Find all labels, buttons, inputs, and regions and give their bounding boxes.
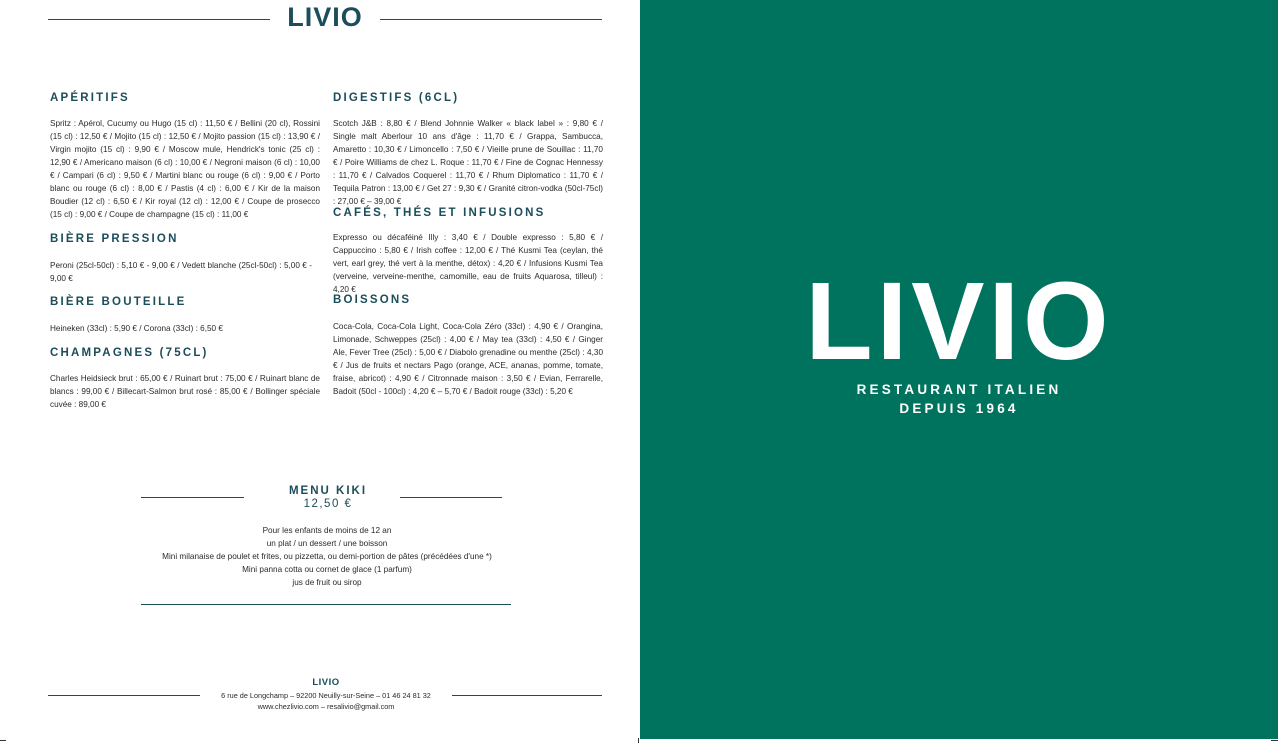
footer-website: www.chezlivio.com – resalivio@gmail.com xyxy=(257,702,395,711)
boissons-heading: BOISSONS xyxy=(333,294,412,306)
menu-kiki-price: 12,50 € xyxy=(303,498,353,510)
biere-pression-heading: BIÈRE PRESSION xyxy=(50,233,179,245)
title-rule-right xyxy=(380,19,602,20)
footer-address: 6 rue de Longchamp – 92200 Neuilly-sur-Seine – 01 46 24 81 32 xyxy=(221,691,431,700)
menu-page xyxy=(0,0,640,739)
footer-rule-left xyxy=(48,695,200,696)
title-rule-left xyxy=(48,19,270,20)
kiki-rule-bottom xyxy=(141,604,511,605)
kiki-rule-left xyxy=(141,497,244,498)
cover-since: DEPUIS 1964 xyxy=(899,401,1019,416)
biere-pression-text: Peroni (25cl-50cl) : 5,10 € - 9,00 € / Vedett blanche (25cl-50cl) : 5,00 € - 9,00 € xyxy=(50,261,312,283)
menu-kiki-title: MENU KIKI xyxy=(288,485,368,497)
crop-mark xyxy=(638,738,639,743)
cafes-heading: CAFÉS, THÉS ET INFUSIONS xyxy=(333,207,546,219)
kiki-rule-right xyxy=(400,497,502,498)
digestifs-heading: DIGESTIFS (6CL) xyxy=(333,92,460,104)
champagnes-heading: CHAMPAGNES (75CL) xyxy=(50,347,209,359)
champagnes-text: Charles Heidsieck brut : 65,00 € / Ruinart brut : 75,00 € / Ruinart blanc de blancs : 99,00 € / Billecart-Salmon brut rosé : 85,00 € / Bollinger spéciale cuvée : 89,00 € xyxy=(50,374,320,409)
kiki-line: jus de fruit ou sirop xyxy=(292,578,362,587)
biere-bouteille-heading: BIÈRE BOUTEILLE xyxy=(50,296,187,308)
cover-tagline: RESTAURANT ITALIEN xyxy=(856,382,1062,397)
crop-mark xyxy=(0,740,6,741)
page-bottom-margin xyxy=(0,739,1279,743)
menu-kiki-description xyxy=(110,524,544,589)
crop-mark xyxy=(1271,740,1278,741)
aperitifs-heading: APÉRITIFS xyxy=(50,92,130,104)
cover-logo: LIVIO xyxy=(805,260,1113,383)
page-title: LIVIO xyxy=(287,2,363,32)
biere-bouteille-text: Heineken (33cl) : 5,90 € / Corona (33cl) : 6,50 € xyxy=(50,324,223,333)
kiki-line: Mini milanaise de poulet et frites, ou pizzetta, ou demi-portion de pâtes (précédées d'une *) xyxy=(162,552,492,561)
footer-name: LIVIO xyxy=(312,677,340,688)
kiki-line: Mini panna cotta ou cornet de glace (1 parfum) xyxy=(242,565,412,574)
kiki-line: un plat / un dessert / une boisson xyxy=(266,539,388,548)
kiki-line: Pour les enfants de moins de 12 an xyxy=(262,526,392,535)
cafes-text: Expresso ou décaféiné Illy : 3,40 € / Double expresso : 5,80 € / Cappuccino : 5,80 € / Irish coffee : 12,00 € / Thé Kusmi Tea (ceylan, thé vert, earl grey, thé vert à la menthe, détox) : 4,20 € / Infusions Kusmi Tea (verveine, verveine-menthe, camomille, eau de fruits Aquarosa, tilleul) : 4,20 € xyxy=(333,233,603,294)
digestifs-text: Scotch J&B : 8,80 € / Blend Johnnie Walker « black label » : 9,80 € / Single malt Aberlour 10 ans d'âge : 11,70 € / Grappa, Sambucca, Amaretto : 10,30 € / Limoncello : 7,50 € / Vieille prune de Souillac : 11,70 € / Poire Williams de chez L. Roque : 11,70 € / Fine de Cognac Hennessy : 11,70 € / Calvados Coquerel : 11,70 € / Rhum Diplomatico : 11,70 € / Tequila Patron : 13,00 € / Get 27 : 9,30 € / Granité citron-vodka (50cl-75cl) : 27,00 € – 39,00 € xyxy=(333,119,603,206)
aperitifs-text: Spritz : Apérol, Cucumy ou Hugo (15 cl) : 11,50 € / Bellini (20 cl), Rossini (15 cl) : 12,50 € / Mojito (15 cl) : 12,50 € / Mojito passion (15 cl) : 13,90 € / Virgin mojito (15 cl) : 9,90 € / Moscow mule, Hendrick's tonic (25 cl) : 12,90 € / Americano maison (6 cl) : 10,00 € / Negroni maison (6 cl) : 10,00 € / Campari (6 cl) : 9,50 € / Martini blanc ou rouge (6 cl) : 9,00 € / Porto blanc ou rouge (6 cl) : 8,00 € / Pastis (4 cl) : 6,00 € / Kir de la maison Boudier (12 cl) : 6,50 € / Kir royal (12 cl) : 12,00 € / Coupe de prosecco (15 cl) : 9,00 € / Coupe de champagne (15 cl) : 11,00 € xyxy=(50,119,320,219)
footer-rule-right xyxy=(452,695,602,696)
boissons-text: Coca-Cola, Coca-Cola Light, Coca-Cola Zéro (33cl) : 4,90 € / Orangina, Limonade, Schweppes (25cl) : 4,00 € / May tea (33cl) : 4,50 € / Ginger Ale, Fever Tree (25cl) : 5,00 € / Diabolo grenadine ou menthe (25cl) : 4,30 € / Jus de fruits et nectars Pago (orange, ACE, ananas, pomme, tomate, fraise, abricot) : 4,90 € / Citronnade maison : 3,50 € / Evian, Ferrarelle, Badoit (50cl - 100cl) : 4,20 € – 5,70 € / Badoit rouge (33cl) : 5,20 € xyxy=(333,322,603,396)
